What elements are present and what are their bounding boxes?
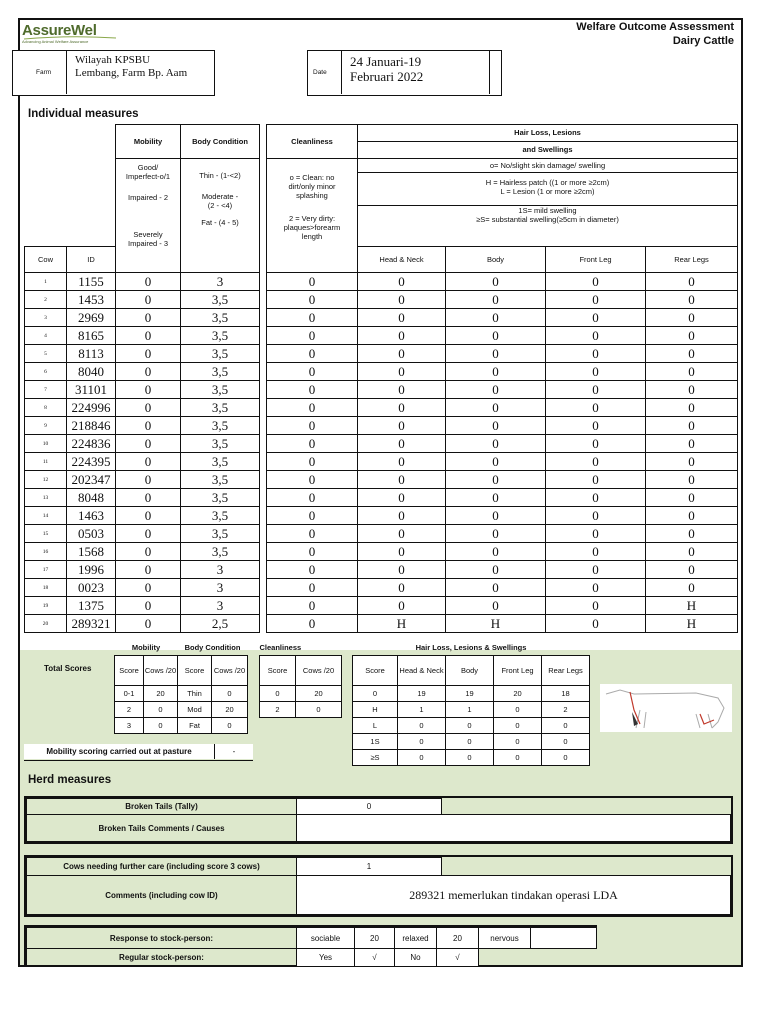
cell-hn[interactable]: 0 bbox=[358, 381, 446, 399]
cell-n: 5 bbox=[25, 345, 67, 363]
cell-cl[interactable]: 0 bbox=[267, 435, 358, 453]
cell-mob[interactable]: 0 bbox=[116, 399, 181, 417]
hair-legend: o= No/slight skin damage/ swelling H = Hairless patch ((1 or more ≥2cm) L = Lesion (1 or more ≥2cm) 1S= mild swelling ≥S= substantial swelling(≥5cm in diameter) bbox=[358, 159, 738, 247]
form-title bbox=[576, 20, 734, 48]
cell-fl[interactable]: 0 bbox=[546, 471, 646, 489]
cell-id[interactable]: 1155 bbox=[67, 273, 116, 291]
cell-cl[interactable]: 0 bbox=[267, 615, 358, 633]
cell-bc[interactable]: 3,5 bbox=[181, 399, 260, 417]
individual-table bbox=[24, 124, 738, 633]
comments-value[interactable]: 289321 memerlukan tindakan operasi LDA bbox=[297, 876, 731, 915]
cell-rl[interactable]: 0 bbox=[646, 327, 738, 345]
cell-hn[interactable]: 0 bbox=[358, 417, 446, 435]
cell-hn[interactable]: 0 bbox=[358, 453, 446, 471]
cow-diagram-icon bbox=[600, 684, 732, 732]
cell-bc[interactable]: 3,5 bbox=[181, 291, 260, 309]
table-row bbox=[25, 597, 738, 615]
cell-b[interactable]: 0 bbox=[446, 291, 546, 309]
broken-tails-value[interactable]: 0 bbox=[297, 799, 442, 815]
cell-cl[interactable]: 0 bbox=[267, 417, 358, 435]
table-row bbox=[25, 453, 738, 471]
cell-mob[interactable]: 0 bbox=[116, 597, 181, 615]
cell-b[interactable]: 0 bbox=[446, 579, 546, 597]
mobility-header: Mobility bbox=[116, 125, 181, 159]
nervous-value[interactable] bbox=[531, 928, 597, 949]
table-row: 0 19 19 20 18 bbox=[353, 686, 590, 702]
cell-n: 11 bbox=[25, 453, 67, 471]
hair-header: Hair Loss, Lesions and Swellings bbox=[358, 125, 738, 159]
cell-n: 14 bbox=[25, 507, 67, 525]
cell-b[interactable]: 0 bbox=[446, 381, 546, 399]
cell-id[interactable]: 8113 bbox=[67, 345, 116, 363]
table-row bbox=[25, 327, 738, 345]
logo-tagline: Advancing Animal Welfare Assurance bbox=[22, 39, 89, 44]
cell-cl[interactable]: 0 bbox=[267, 363, 358, 381]
cell-n: 15 bbox=[25, 525, 67, 543]
cell-cl[interactable]: 0 bbox=[267, 471, 358, 489]
cell-id[interactable]: 218846 bbox=[67, 417, 116, 435]
cleanliness-totals: Cleanliness Score Cows /20 0 20 2 0 bbox=[259, 640, 342, 718]
cell-bc[interactable]: 3,5 bbox=[181, 381, 260, 399]
broken-tails-table: Broken Tails (Tally) 0 Broken Tails Comments / Causes bbox=[24, 796, 733, 844]
cell-b[interactable]: 0 bbox=[446, 399, 546, 417]
cell-bc[interactable]: 3,5 bbox=[181, 507, 260, 525]
cell-n: 17 bbox=[25, 561, 67, 579]
further-care-value[interactable]: 1 bbox=[297, 858, 442, 876]
cell-cl[interactable]: 0 bbox=[267, 453, 358, 471]
cell-mob[interactable]: 0 bbox=[116, 507, 181, 525]
cell-cl[interactable]: 0 bbox=[267, 273, 358, 291]
cell-hn[interactable]: 0 bbox=[358, 327, 446, 345]
cell-fl[interactable]: 0 bbox=[546, 597, 646, 615]
cell-b[interactable]: 0 bbox=[446, 345, 546, 363]
broken-tails-comments[interactable] bbox=[297, 815, 731, 842]
cell-mob[interactable]: 0 bbox=[116, 471, 181, 489]
cell-n: 4 bbox=[25, 327, 67, 345]
cell-rl[interactable]: 0 bbox=[646, 543, 738, 561]
cell-n: 6 bbox=[25, 363, 67, 381]
cell-fl[interactable]: 0 bbox=[546, 561, 646, 579]
no-check[interactable]: √ bbox=[437, 949, 479, 967]
cell-n: 10 bbox=[25, 435, 67, 453]
cell-rl[interactable]: 0 bbox=[646, 525, 738, 543]
hair-totals: Hair Loss, Lesions & Swellings Score Head & Neck Body Front Leg Rear Legs 0 19 19 20 18 H 1 1 0 2 L 0 0 0 0 1S 0 0 0 0 ≥S 0 0 0 0 bbox=[352, 640, 590, 766]
total-scores-label: Total Scores bbox=[44, 664, 92, 673]
cell-cl[interactable]: 0 bbox=[267, 579, 358, 597]
cell-bc[interactable]: 3 bbox=[181, 597, 260, 615]
body-header: Body bbox=[446, 247, 546, 273]
cell-id[interactable]: 8040 bbox=[67, 363, 116, 381]
cow-column-header: Cow bbox=[25, 247, 67, 273]
table-row bbox=[25, 309, 738, 327]
individual-measures-title: Individual measures bbox=[28, 108, 139, 120]
cell-bc[interactable]: 3,5 bbox=[181, 489, 260, 507]
cell-cl[interactable]: 0 bbox=[267, 345, 358, 363]
table-row bbox=[25, 363, 738, 381]
cell-mob[interactable]: 0 bbox=[116, 345, 181, 363]
body-condition-legend: Thin - (1-<2) Moderate - (2 - <4) Fat - (4 - 5) bbox=[181, 159, 260, 273]
cell-b[interactable]: 0 bbox=[446, 507, 546, 525]
cell-fl[interactable]: 0 bbox=[546, 291, 646, 309]
cell-mob[interactable]: 0 bbox=[116, 417, 181, 435]
cell-rl[interactable]: 0 bbox=[646, 561, 738, 579]
cell-rl[interactable]: 0 bbox=[646, 507, 738, 525]
table-row bbox=[25, 381, 738, 399]
cell-n: 12 bbox=[25, 471, 67, 489]
table-row bbox=[25, 291, 738, 309]
cell-id[interactable]: 1996 bbox=[67, 561, 116, 579]
table-row bbox=[25, 345, 738, 363]
cell-n: 2 bbox=[25, 291, 67, 309]
cell-id[interactable]: 1453 bbox=[67, 291, 116, 309]
cell-b[interactable]: 0 bbox=[446, 597, 546, 615]
cell-rl[interactable]: 0 bbox=[646, 489, 738, 507]
cell-rl[interactable]: 0 bbox=[646, 273, 738, 291]
cell-fl[interactable]: 0 bbox=[546, 417, 646, 435]
cell-hn[interactable]: 0 bbox=[358, 489, 446, 507]
title-line2: Dairy Cattle bbox=[672, 35, 734, 47]
cell-rl[interactable]: H bbox=[646, 597, 738, 615]
cell-hn[interactable]: 0 bbox=[358, 399, 446, 417]
cell-mob[interactable]: 0 bbox=[116, 615, 181, 633]
cell-b[interactable]: 0 bbox=[446, 417, 546, 435]
table-row: 1S 0 0 0 0 bbox=[353, 734, 590, 750]
cell-cl[interactable]: 0 bbox=[267, 543, 358, 561]
cell-b[interactable]: 0 bbox=[446, 489, 546, 507]
cell-bc[interactable]: 3,5 bbox=[181, 363, 260, 381]
cell-bc[interactable]: 3,5 bbox=[181, 435, 260, 453]
cell-n: 7 bbox=[25, 381, 67, 399]
cell-bc[interactable]: 3,5 bbox=[181, 543, 260, 561]
further-care-table: Cows needing further care (including score 3 cows) 1 Comments (including cow ID) 289321 memerlukan tindakan operasi LDA bbox=[24, 855, 733, 917]
cell-b[interactable]: 0 bbox=[446, 435, 546, 453]
table-row bbox=[25, 561, 738, 579]
cell-bc[interactable]: 3,5 bbox=[181, 345, 260, 363]
mobility-legend: Good/ Imperfect-o/1 Impaired - 2 Severely Impaired - 3 bbox=[116, 159, 181, 273]
rear-legs-header: Rear Legs bbox=[646, 247, 738, 273]
table-row bbox=[25, 507, 738, 525]
stockperson-table: Response to stock-person: sociable 20 relaxed 20 nervous Regular stock-person: Yes √ No √ bbox=[24, 925, 597, 967]
cell-rl[interactable]: 0 bbox=[646, 579, 738, 597]
cell-id[interactable]: 1375 bbox=[67, 597, 116, 615]
cell-b[interactable]: 0 bbox=[446, 309, 546, 327]
cell-mob[interactable]: 0 bbox=[116, 363, 181, 381]
date-value[interactable]: 24 Januari-19 Februari 2022 bbox=[350, 54, 424, 84]
table-row: H 1 1 0 2 bbox=[353, 702, 590, 718]
logo-text: AssureWel bbox=[22, 22, 97, 39]
cell-n: 16 bbox=[25, 543, 67, 561]
cell-fl[interactable]: 0 bbox=[546, 525, 646, 543]
cell-mob[interactable]: 0 bbox=[116, 561, 181, 579]
cell-b[interactable]: 0 bbox=[446, 453, 546, 471]
cell-b[interactable]: 0 bbox=[446, 363, 546, 381]
cell-cl[interactable]: 0 bbox=[267, 561, 358, 579]
cell-n: 1 bbox=[25, 273, 67, 291]
cell-n: 8 bbox=[25, 399, 67, 417]
cell-cl[interactable]: 0 bbox=[267, 291, 358, 309]
cell-rl[interactable]: 0 bbox=[646, 417, 738, 435]
cell-hn[interactable]: 0 bbox=[358, 507, 446, 525]
cell-fl[interactable]: 0 bbox=[546, 327, 646, 345]
cell-hn[interactable]: 0 bbox=[358, 543, 446, 561]
head-neck-header: Head & Neck bbox=[358, 247, 446, 273]
cell-rl[interactable]: 0 bbox=[646, 471, 738, 489]
cell-bc[interactable]: 3 bbox=[181, 273, 260, 291]
cell-fl[interactable]: 0 bbox=[546, 381, 646, 399]
table-row bbox=[25, 579, 738, 597]
cell-bc[interactable]: 3,5 bbox=[181, 327, 260, 345]
cell-hn[interactable]: 0 bbox=[358, 363, 446, 381]
cell-bc[interactable]: 3 bbox=[181, 561, 260, 579]
cell-b[interactable]: 0 bbox=[446, 327, 546, 345]
table-row bbox=[25, 543, 738, 561]
cell-id[interactable]: 31101 bbox=[67, 381, 116, 399]
cell-n: 9 bbox=[25, 417, 67, 435]
cell-b[interactable]: 0 bbox=[446, 525, 546, 543]
cell-id[interactable]: 2969 bbox=[67, 309, 116, 327]
cell-n: 20 bbox=[25, 615, 67, 633]
cell-rl[interactable]: 0 bbox=[646, 309, 738, 327]
front-leg-header: Front Leg bbox=[546, 247, 646, 273]
table-row bbox=[25, 273, 738, 291]
cell-bc[interactable]: 3 bbox=[181, 579, 260, 597]
farm-value[interactable]: Wilayah KPSBU Lembang, Farm Bp. Aam bbox=[75, 54, 188, 79]
cell-cl[interactable]: 0 bbox=[267, 327, 358, 345]
logo bbox=[22, 22, 122, 48]
cell-id[interactable]: 202347 bbox=[67, 471, 116, 489]
cell-cl[interactable]: 0 bbox=[267, 309, 358, 327]
title-line1: Welfare Outcome Assessment bbox=[576, 21, 734, 33]
cell-bc[interactable]: 3,5 bbox=[181, 309, 260, 327]
cell-id[interactable]: 224836 bbox=[67, 435, 116, 453]
cell-hn[interactable]: 0 bbox=[358, 435, 446, 453]
table-row bbox=[25, 489, 738, 507]
cell-b[interactable]: H bbox=[446, 615, 546, 633]
cell-hn[interactable]: 0 bbox=[358, 291, 446, 309]
cleanliness-header: Cleanliness bbox=[267, 125, 358, 159]
cell-mob[interactable]: 0 bbox=[116, 579, 181, 597]
cell-rl[interactable]: 0 bbox=[646, 291, 738, 309]
cell-cl[interactable]: 0 bbox=[267, 597, 358, 615]
table-row bbox=[25, 399, 738, 417]
cell-mob[interactable]: 0 bbox=[116, 381, 181, 399]
cell-hn[interactable]: 0 bbox=[358, 471, 446, 489]
cell-mob[interactable]: 0 bbox=[116, 525, 181, 543]
cell-fl[interactable]: 0 bbox=[546, 345, 646, 363]
cell-hn[interactable]: 0 bbox=[358, 597, 446, 615]
cell-bc[interactable]: 3,5 bbox=[181, 525, 260, 543]
pasture-row: Mobility scoring carried out at pasture - bbox=[24, 744, 253, 761]
cell-hn[interactable]: H bbox=[358, 615, 446, 633]
cell-id[interactable]: 289321 bbox=[67, 615, 116, 633]
table-row bbox=[25, 417, 738, 435]
cell-fl[interactable]: 0 bbox=[546, 363, 646, 381]
cell-n: 13 bbox=[25, 489, 67, 507]
cell-fl[interactable]: 0 bbox=[546, 273, 646, 291]
cell-id[interactable]: 1568 bbox=[67, 543, 116, 561]
cell-id[interactable]: 224395 bbox=[67, 453, 116, 471]
cell-b[interactable]: 0 bbox=[446, 561, 546, 579]
cell-mob[interactable]: 0 bbox=[116, 291, 181, 309]
cell-rl[interactable]: H bbox=[646, 615, 738, 633]
cell-fl[interactable]: 0 bbox=[546, 399, 646, 417]
cell-hn[interactable]: 0 bbox=[358, 309, 446, 327]
cell-cl[interactable]: 0 bbox=[267, 381, 358, 399]
cell-mob[interactable]: 0 bbox=[116, 453, 181, 471]
cell-mob[interactable]: 0 bbox=[116, 327, 181, 345]
herd-measures-title: Herd measures bbox=[28, 774, 112, 786]
cell-b[interactable]: 0 bbox=[446, 471, 546, 489]
cell-fl[interactable]: 0 bbox=[546, 507, 646, 525]
cell-id[interactable]: 1463 bbox=[67, 507, 116, 525]
sociable-value[interactable]: 20 bbox=[355, 928, 395, 949]
date-label: Date bbox=[313, 69, 327, 76]
cell-mob[interactable]: 0 bbox=[116, 273, 181, 291]
cell-cl[interactable]: 0 bbox=[267, 507, 358, 525]
cell-rl[interactable]: 0 bbox=[646, 345, 738, 363]
cell-rl[interactable]: 0 bbox=[646, 453, 738, 471]
table-row bbox=[25, 471, 738, 489]
cell-fl[interactable]: 0 bbox=[546, 489, 646, 507]
cell-id[interactable]: 0503 bbox=[67, 525, 116, 543]
cell-hn[interactable]: 0 bbox=[358, 561, 446, 579]
cell-id[interactable]: 224996 bbox=[67, 399, 116, 417]
cell-cl[interactable]: 0 bbox=[267, 399, 358, 417]
table-row bbox=[25, 435, 738, 453]
table-row bbox=[25, 615, 738, 633]
mobility-bc-totals: Mobility Body Condition Score Cows /20 Score Cows /20 0-1 20 Thin 0 2 0 Mod 20 3 0 Fat 0 bbox=[114, 640, 248, 734]
cell-fl[interactable]: 0 bbox=[546, 579, 646, 597]
cleanliness-legend: o = Clean: no dirt/only minor splashing 2 = Very dirty: plaques>forearm length bbox=[267, 159, 358, 273]
table-row bbox=[25, 525, 738, 543]
cell-hn[interactable]: 0 bbox=[358, 579, 446, 597]
cell-b[interactable]: 0 bbox=[446, 543, 546, 561]
cell-mob[interactable]: 0 bbox=[116, 543, 181, 561]
farm-box bbox=[12, 50, 215, 96]
cell-fl[interactable]: 0 bbox=[546, 543, 646, 561]
cell-n: 19 bbox=[25, 597, 67, 615]
cell-n: 18 bbox=[25, 579, 67, 597]
date-box bbox=[307, 50, 502, 96]
cell-mob[interactable]: 0 bbox=[116, 309, 181, 327]
farm-label: Farm bbox=[36, 69, 52, 76]
cell-hn[interactable]: 0 bbox=[358, 345, 446, 363]
cell-id[interactable]: 8165 bbox=[67, 327, 116, 345]
table-row: ≥S 0 0 0 0 bbox=[353, 750, 590, 766]
cell-rl[interactable]: 0 bbox=[646, 381, 738, 399]
yes-check[interactable]: √ bbox=[355, 949, 395, 967]
cell-mob[interactable]: 0 bbox=[116, 489, 181, 507]
cell-rl[interactable]: 0 bbox=[646, 435, 738, 453]
cell-id[interactable]: 8048 bbox=[67, 489, 116, 507]
cell-id[interactable]: 0023 bbox=[67, 579, 116, 597]
cell-fl[interactable]: 0 bbox=[546, 615, 646, 633]
cell-bc[interactable]: 3,5 bbox=[181, 471, 260, 489]
cell-b[interactable]: 0 bbox=[446, 273, 546, 291]
body-condition-header: Body Condition bbox=[181, 125, 260, 159]
logo-swoosh-icon bbox=[22, 36, 118, 40]
table-row: L 0 0 0 0 bbox=[353, 718, 590, 734]
cell-cl[interactable]: 0 bbox=[267, 525, 358, 543]
cell-n: 3 bbox=[25, 309, 67, 327]
cell-hn[interactable]: 0 bbox=[358, 525, 446, 543]
cell-fl[interactable]: 0 bbox=[546, 453, 646, 471]
cell-fl[interactable]: 0 bbox=[546, 435, 646, 453]
cell-bc[interactable]: 3,5 bbox=[181, 453, 260, 471]
cell-rl[interactable]: 0 bbox=[646, 363, 738, 381]
cell-bc[interactable]: 3,5 bbox=[181, 417, 260, 435]
cell-mob[interactable]: 0 bbox=[116, 435, 181, 453]
cell-fl[interactable]: 0 bbox=[546, 309, 646, 327]
cell-cl[interactable]: 0 bbox=[267, 489, 358, 507]
relaxed-value[interactable]: 20 bbox=[437, 928, 479, 949]
pasture-value[interactable]: - bbox=[215, 744, 253, 759]
cell-rl[interactable]: 0 bbox=[646, 399, 738, 417]
cell-bc[interactable]: 2,5 bbox=[181, 615, 260, 633]
id-column-header: ID bbox=[67, 247, 116, 273]
cell-hn[interactable]: 0 bbox=[358, 273, 446, 291]
